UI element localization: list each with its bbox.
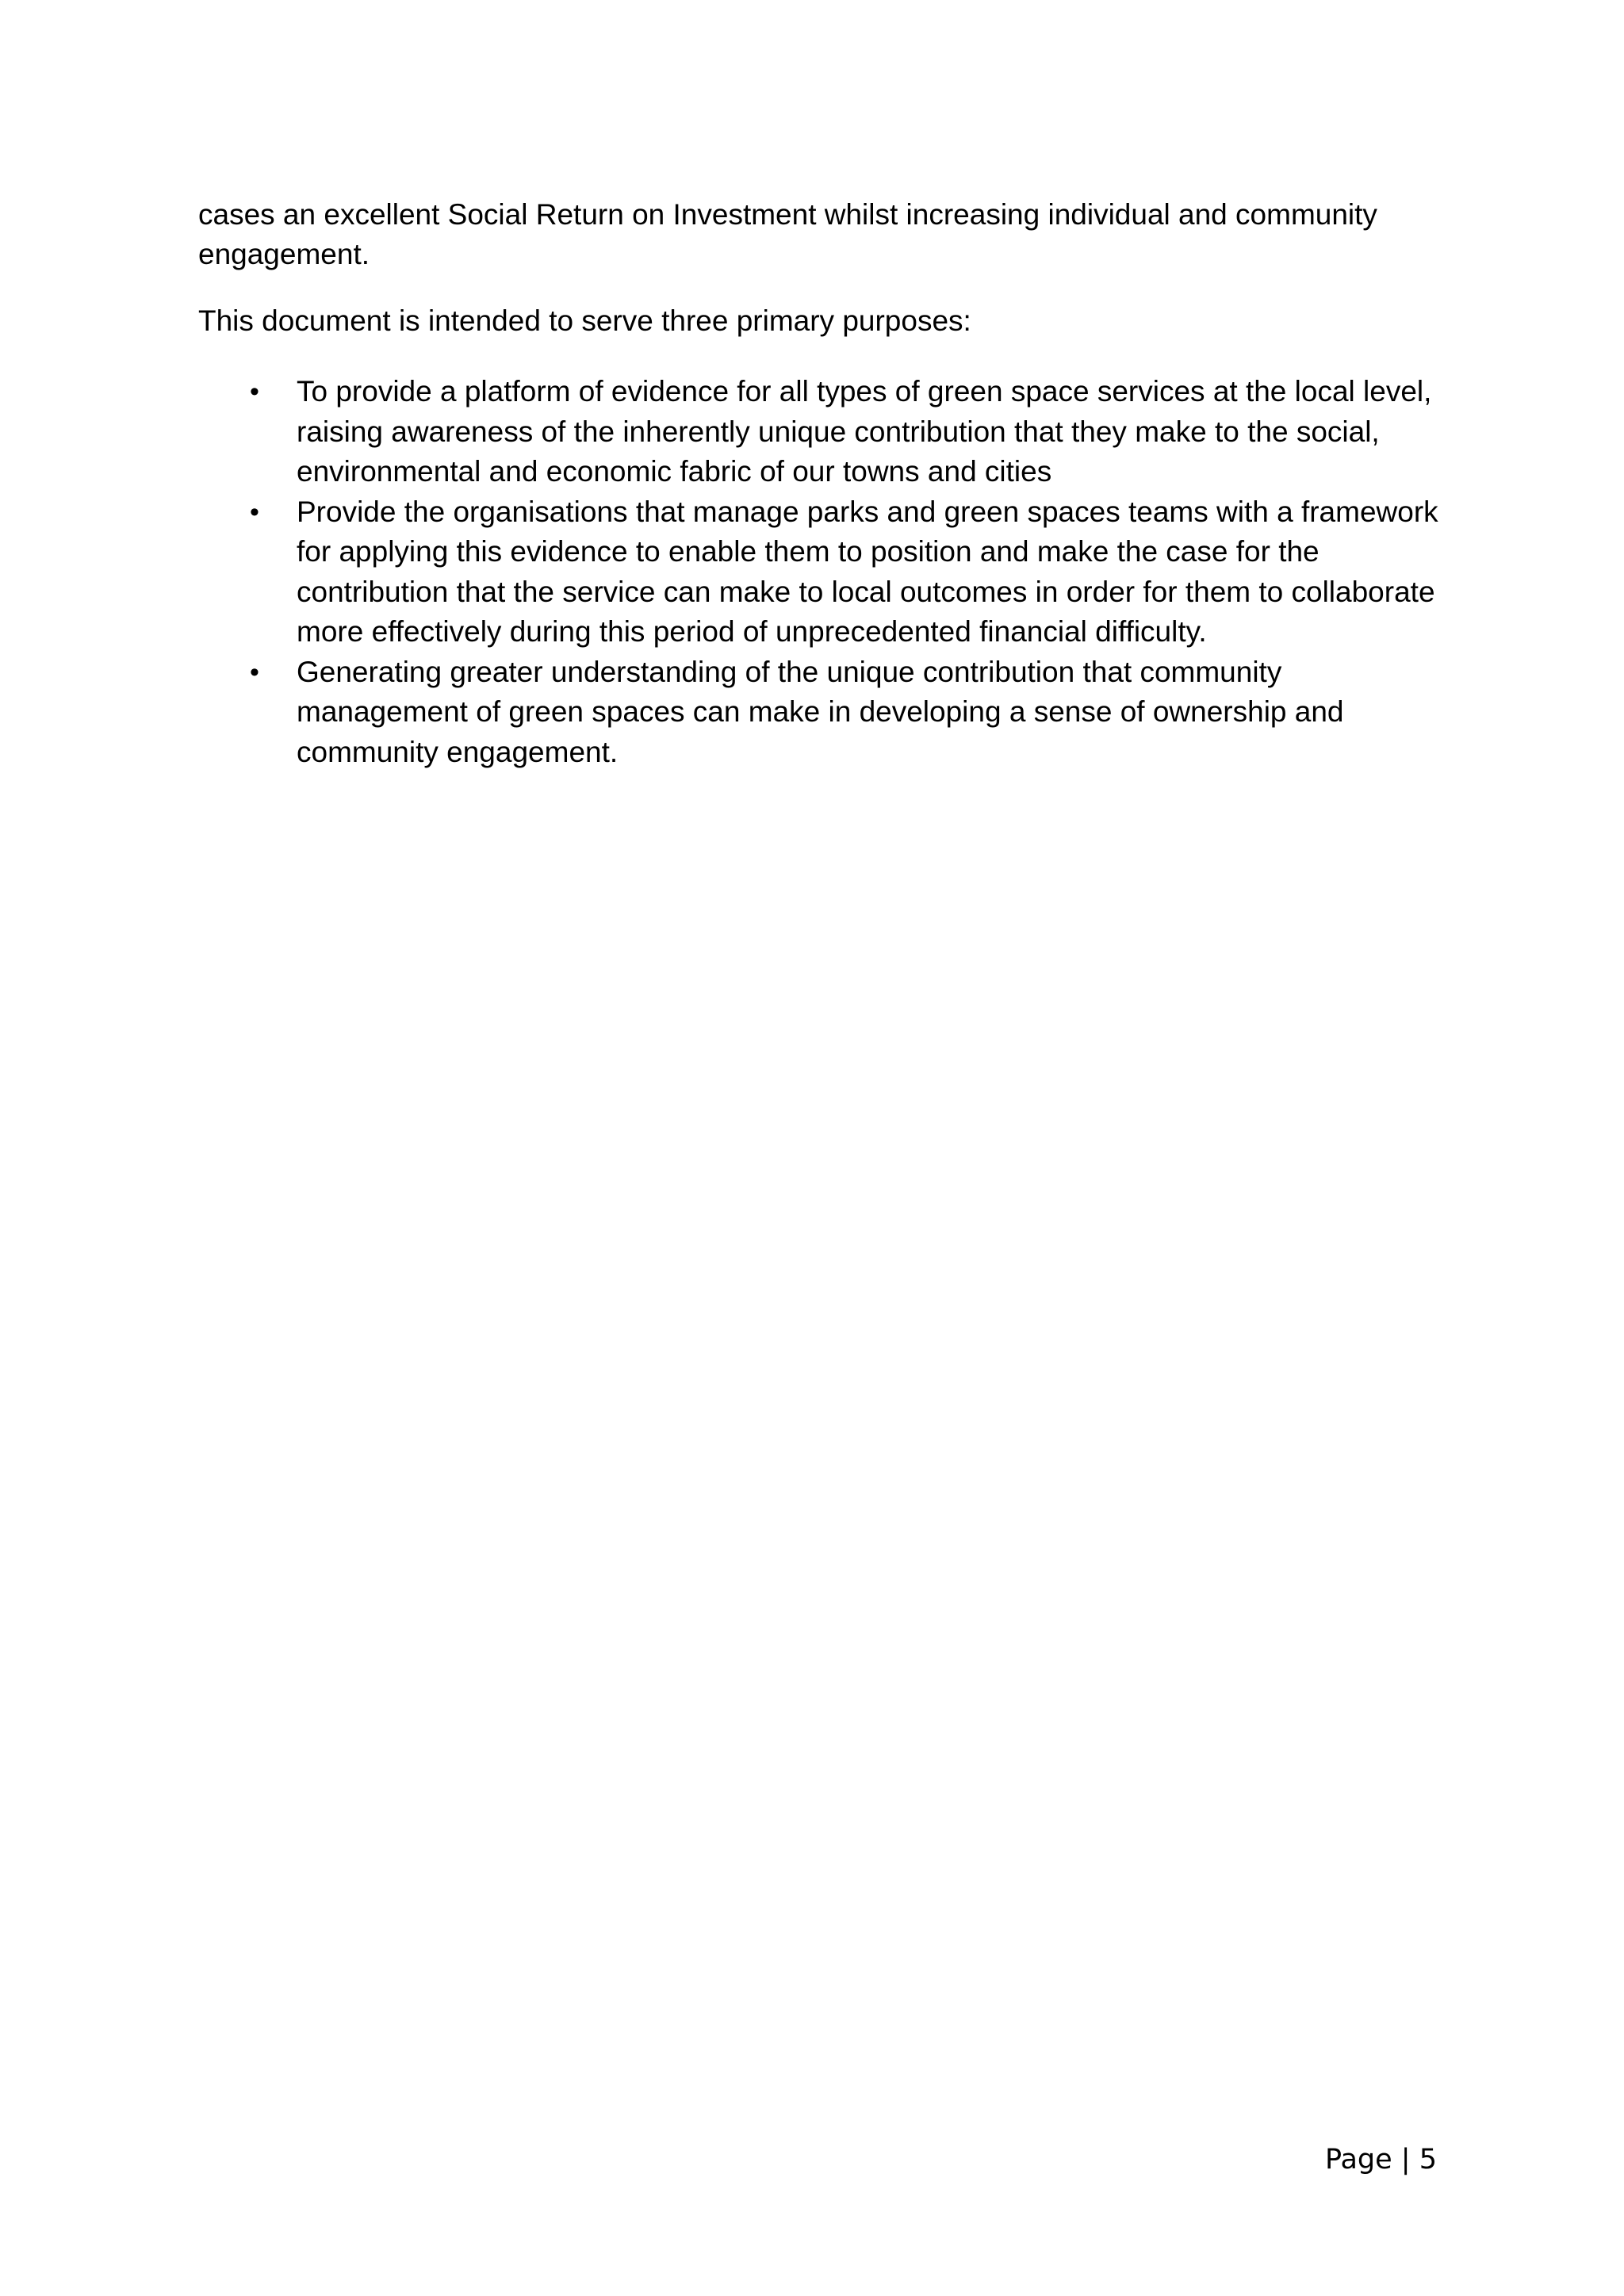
page-number-footer: Page | 5 xyxy=(1324,2144,1437,2175)
bullet-icon: • xyxy=(250,377,259,407)
list-item-text: To provide a platform of evidence for all types of green space services at the local level, raising awareness of the inherently unique contribution that they make to the social, environmental and economic fabric of our towns and cities xyxy=(297,375,1432,488)
bullet-icon: • xyxy=(250,656,259,687)
list-item xyxy=(198,372,1451,492)
list-item-text: Generating greater understanding of the unique contribution that community management of green spaces can make in developing a sense of ownership and community engagement. xyxy=(297,655,1344,768)
list-item xyxy=(198,652,1451,773)
paragraph-continuation: cases an excellent Social Return on Investment whilst increasing individual and community engagement. xyxy=(198,198,1377,270)
bullet-icon: • xyxy=(250,496,259,527)
paragraph-intro: This document is intended to serve three primary purposes: xyxy=(198,304,971,337)
list-item-text: Provide the organisations that manage parks and green spaces teams with a framework for applying this evidence to enable them to position and make the case for the contribution that the service can make to local outcomes in order for them to collaborate more effectively during this period of unprecedented financial difficulty. xyxy=(297,495,1438,648)
list-item xyxy=(198,492,1451,652)
purposes-list xyxy=(198,372,1451,772)
